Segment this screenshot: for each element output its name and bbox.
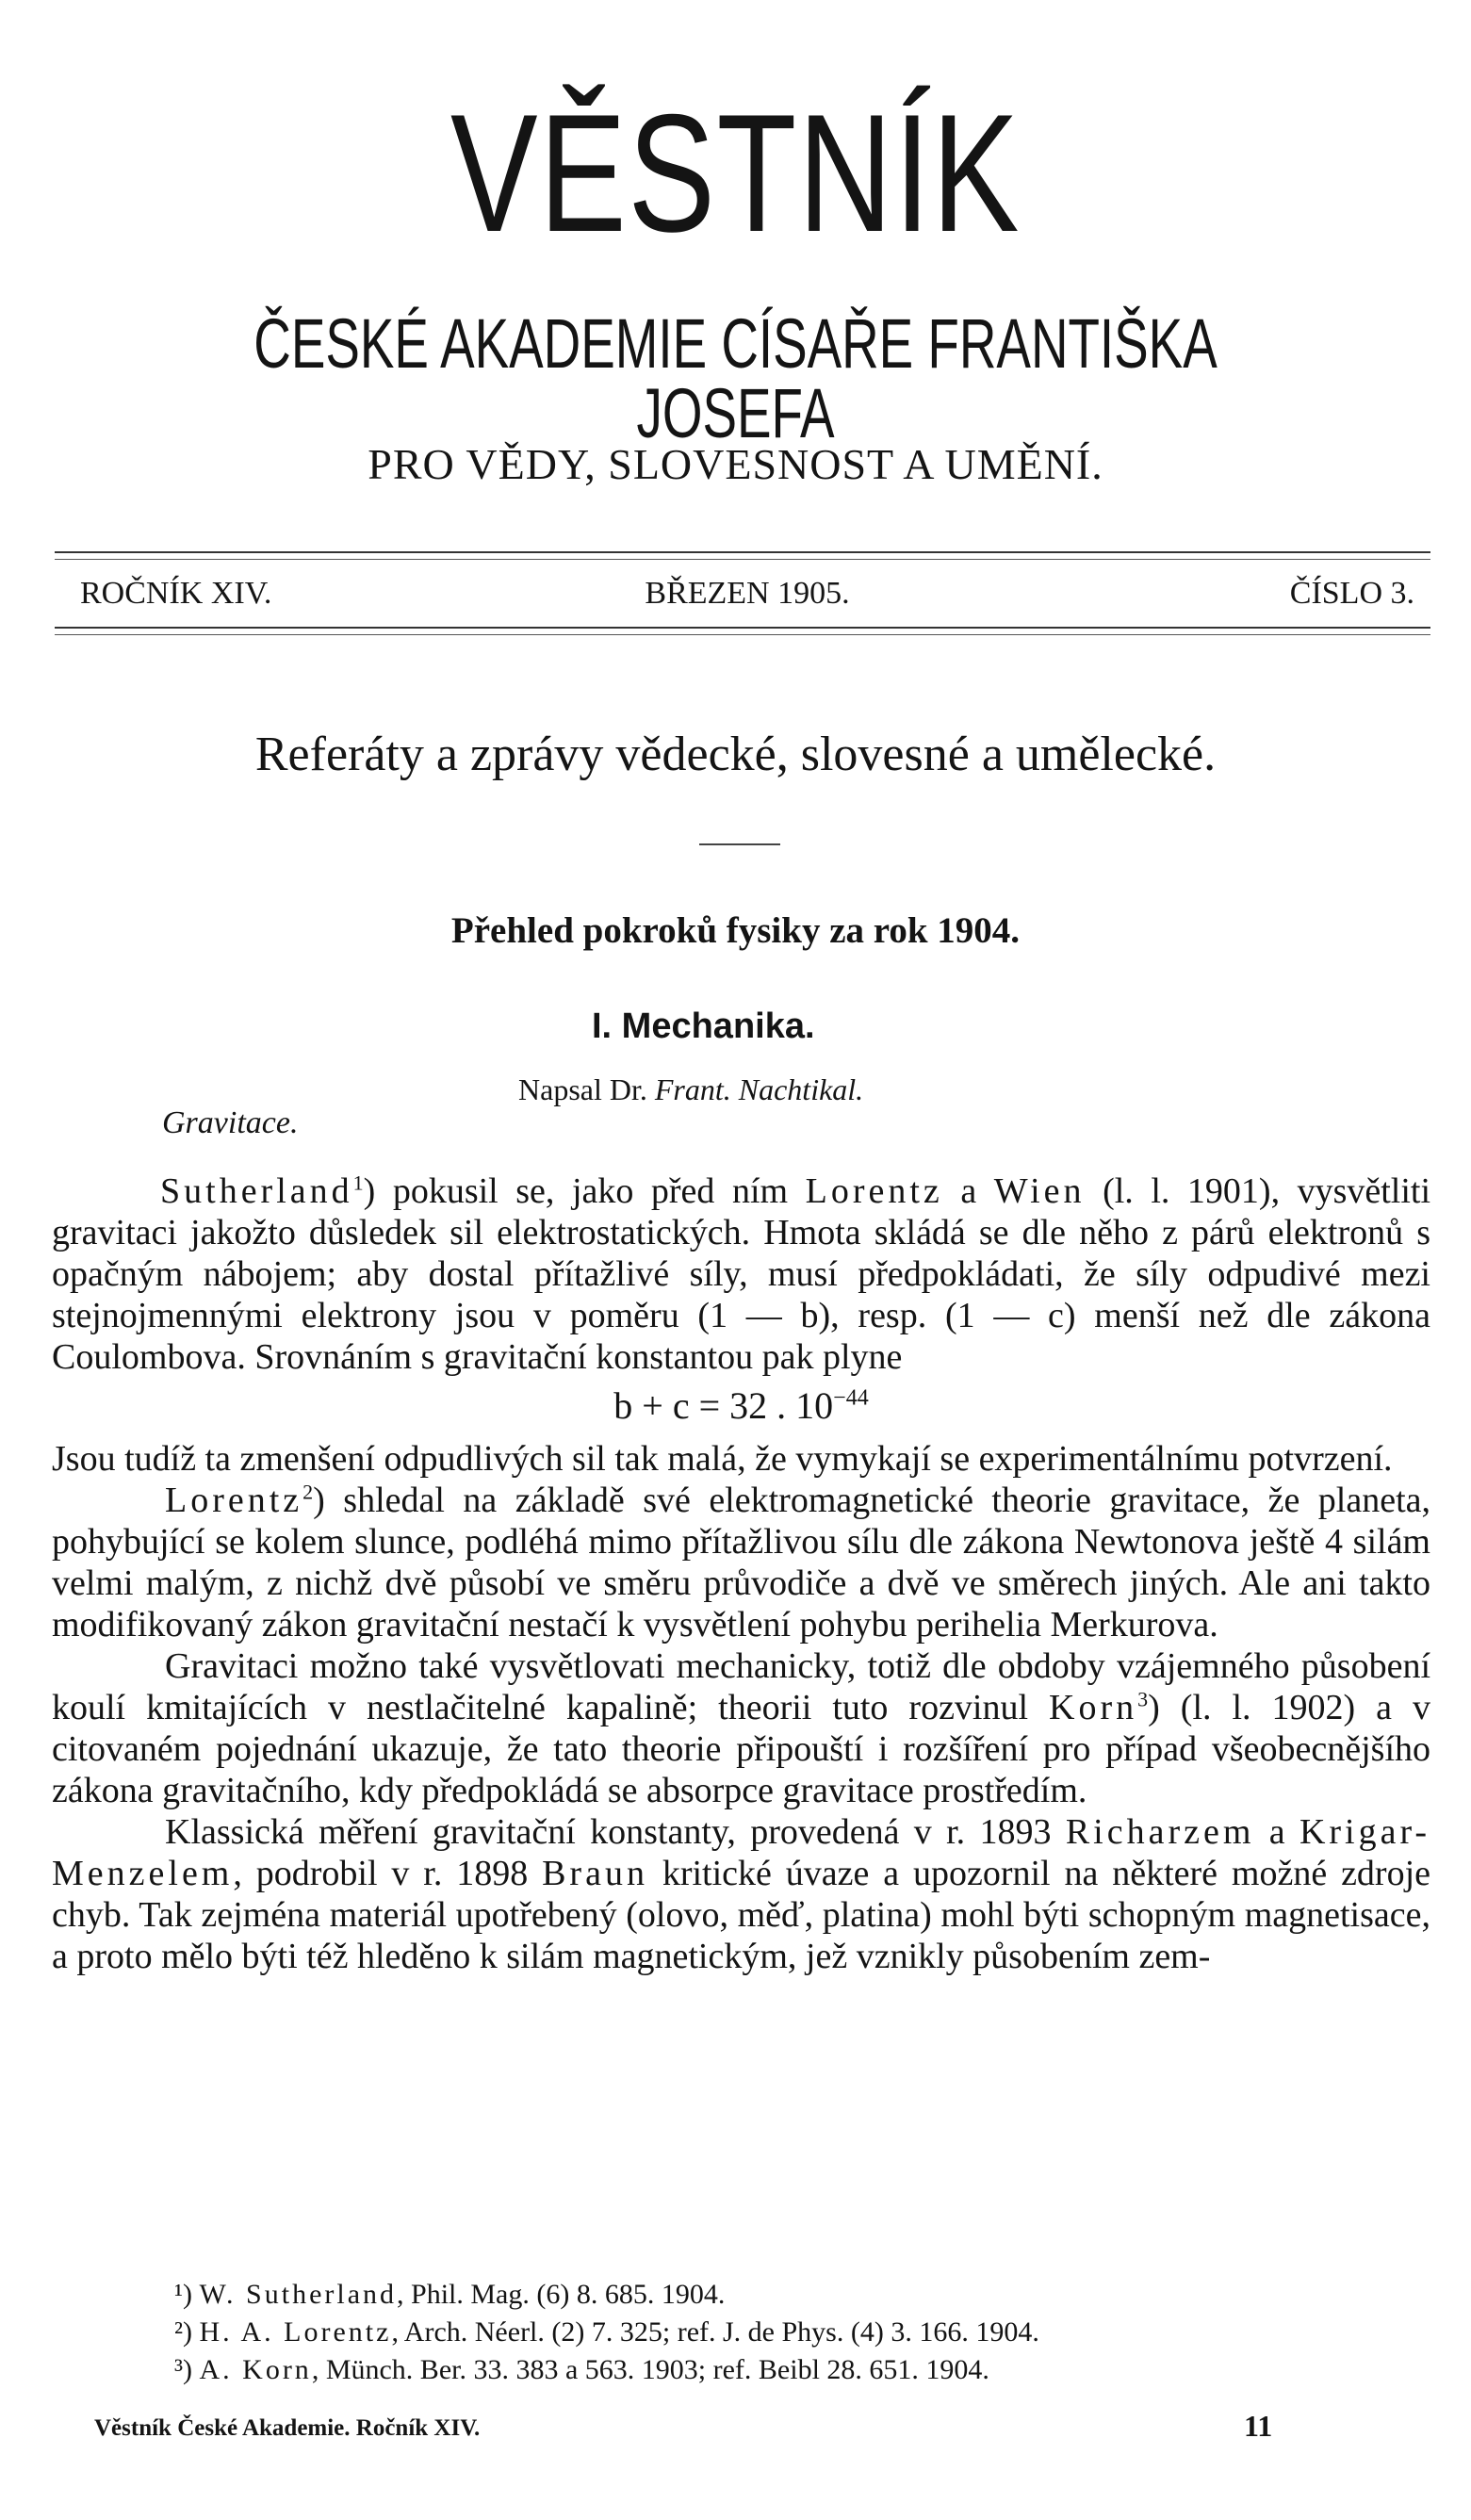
name-braun: Braun <box>542 1854 648 1893</box>
footnote-mark: ³) <box>174 2354 192 2385</box>
paragraph-2: Jsou tudíž ta zmenšení odpudlivých sil tak malá, že vymykají se experimentálnímu potvrzení. <box>52 1439 1393 1479</box>
journal-title: VĚSTNÍK <box>449 79 1021 267</box>
footnote <box>174 2314 1039 2351</box>
footnote <box>174 2351 1039 2389</box>
margin-topic: Gravitace. <box>162 1105 299 1140</box>
footnote-text: , Phil. Mag. (6) 8. 685. 1904. <box>397 2279 726 2310</box>
byline-prefix: Napsal Dr. <box>518 1072 647 1106</box>
page-number: 11 <box>1244 2409 1273 2443</box>
name-lorentz-2: Lorentz <box>165 1481 303 1520</box>
footnote-author: W. Sutherland <box>199 2279 398 2310</box>
issue-volume: ROČNÍK XIV. <box>80 576 272 611</box>
journal-subtitle: PRO VĚDY, SLOVESNOST A UMĚNÍ. <box>368 440 1103 488</box>
academy-name: ČESKÉ AKADEMIE CÍSAŘE FRANTIŠKA JOSEFA <box>253 304 1218 452</box>
article-body <box>52 1170 1430 1977</box>
footnote-ref-2: 2 <box>302 1480 314 1504</box>
footnote-ref-1: 1 <box>352 1170 364 1195</box>
name-korn: Korn <box>1049 1688 1138 1727</box>
footer-journal: Věstník České Akademie. Ročník XIV. <box>94 2415 481 2441</box>
paragraph-3 <box>52 1480 1430 1645</box>
name-krigar-menzel: Krigar-Menzelem <box>52 1812 1431 1893</box>
paragraph-4-text-b: ) (l. l. 1902) a v citovaném pojednání ukazuje, že tato theorie připouští i rozšíření pro případ všeobecnějšího zákona gravitačního, kdy předpokládá se absorpce gravitace prostředím. <box>52 1688 1431 1810</box>
name-sutherland: Sutherland <box>160 1171 353 1211</box>
paragraph-1-text-b: (l. l. 1901), vysvětliti gravitaci jakožto důsledek sil elektrostatických. Hmota skládá se dle něho z párů elektronů s opačným nábojem; aby dostal přítažlivé síly, musí předpokládati, že síly odpudivé mezi stejnojmennými elektrony jsou v poměru (1 — b), resp. (1 — c) menší než dle zákona Coulombova. Srovnáním s gravitační konstantou pak plyne <box>52 1171 1431 1377</box>
formula-exponent: −44 <box>833 1385 869 1411</box>
name-wien: Wien <box>993 1171 1086 1211</box>
paragraph-5-text-c: kritické úvaze a upozornil na některé možné zdroje chyb. Tak zejména materiál upotřebený (olovo, měď, platina) mohl býti schopným magnetisace, a proto mělo býti též hleděno k silám magnetickým, jež vznikly působením zem- <box>52 1854 1431 1976</box>
issue-number: ČÍSLO 3. <box>1289 576 1414 611</box>
bottom-divider <box>55 627 1430 635</box>
footnote-mark: ²) <box>174 2316 192 2348</box>
footnote-text: , Münch. Ber. 33. 383 a 563. 1903; ref. Beibl 28. 651. 1904. <box>311 2354 989 2385</box>
paragraph-1 <box>52 1170 1430 1378</box>
name-richarz: Richarzem <box>1065 1812 1255 1852</box>
footnote-author: H. A. Lorentz <box>199 2316 392 2348</box>
footnote-mark: ¹) <box>174 2279 192 2310</box>
footnote-author: A. Korn <box>199 2354 312 2385</box>
name-lorentz: Lorentz <box>805 1171 943 1211</box>
paragraph-1-text-a: ) pokusil se, jako před ním <box>363 1171 789 1211</box>
top-divider <box>55 551 1430 560</box>
issue-info-row <box>80 573 1414 614</box>
footnote <box>174 2276 1039 2314</box>
paragraph-4 <box>52 1645 1430 1811</box>
footnote-ref-3: 3 <box>1137 1687 1149 1711</box>
footnotes <box>174 2276 1039 2389</box>
paragraph-5-and: a <box>1268 1812 1285 1852</box>
formula-main: b + c = 32 . 10 <box>613 1384 834 1427</box>
issue-date: BŘEZEN 1905. <box>645 576 850 611</box>
paragraph-5 <box>52 1811 1430 1977</box>
author-name: Frant. Nachtikal. <box>654 1072 864 1106</box>
short-divider <box>699 843 780 845</box>
paragraph-3-text: ) shledal na základě své elektromagnetické theorie gravitace, že planeta, pohybující se kolem slunce, podléhá mimo přítažlivou sílu dle zákona Newtonova ještě 4 silám velmi malým, z nichž dvě působí ve směru průvodiče a dvě ve směrech jiných. Ale ani takto modifikovaný zákon gravitační nestačí k vysvětlení pohybu perihelia Merkurova. <box>52 1481 1430 1645</box>
part-title: I. Mechanika. <box>592 1006 815 1046</box>
paragraph-4-text-a: Gravitaci možno také vysvětlovati mechanicky, totiž dle obdoby vzájemného působení koulí kmitajících v nestlačitelné kapalině; theorii tuto rozvinul <box>52 1646 1430 1727</box>
byline <box>518 1074 863 1105</box>
formula <box>52 1383 1430 1429</box>
section-heading: Referáty a zprávy vědecké, slovesné a umělecké. <box>254 728 1217 781</box>
paragraph-5-text-a: Klassická měření gravitační konstanty, provedená v r. 1893 <box>165 1812 1052 1852</box>
footnote-text: , Arch. Néerl. (2) 7. 325; ref. J. de Phys. (4) 3. 166. 1904. <box>391 2316 1039 2348</box>
paragraph-1-and: a <box>960 1171 977 1211</box>
paragraph-5-text-b: , podrobil v r. 1898 <box>233 1854 529 1893</box>
article-title: Přehled pokroků fysiky za rok 1904. <box>450 910 1021 951</box>
